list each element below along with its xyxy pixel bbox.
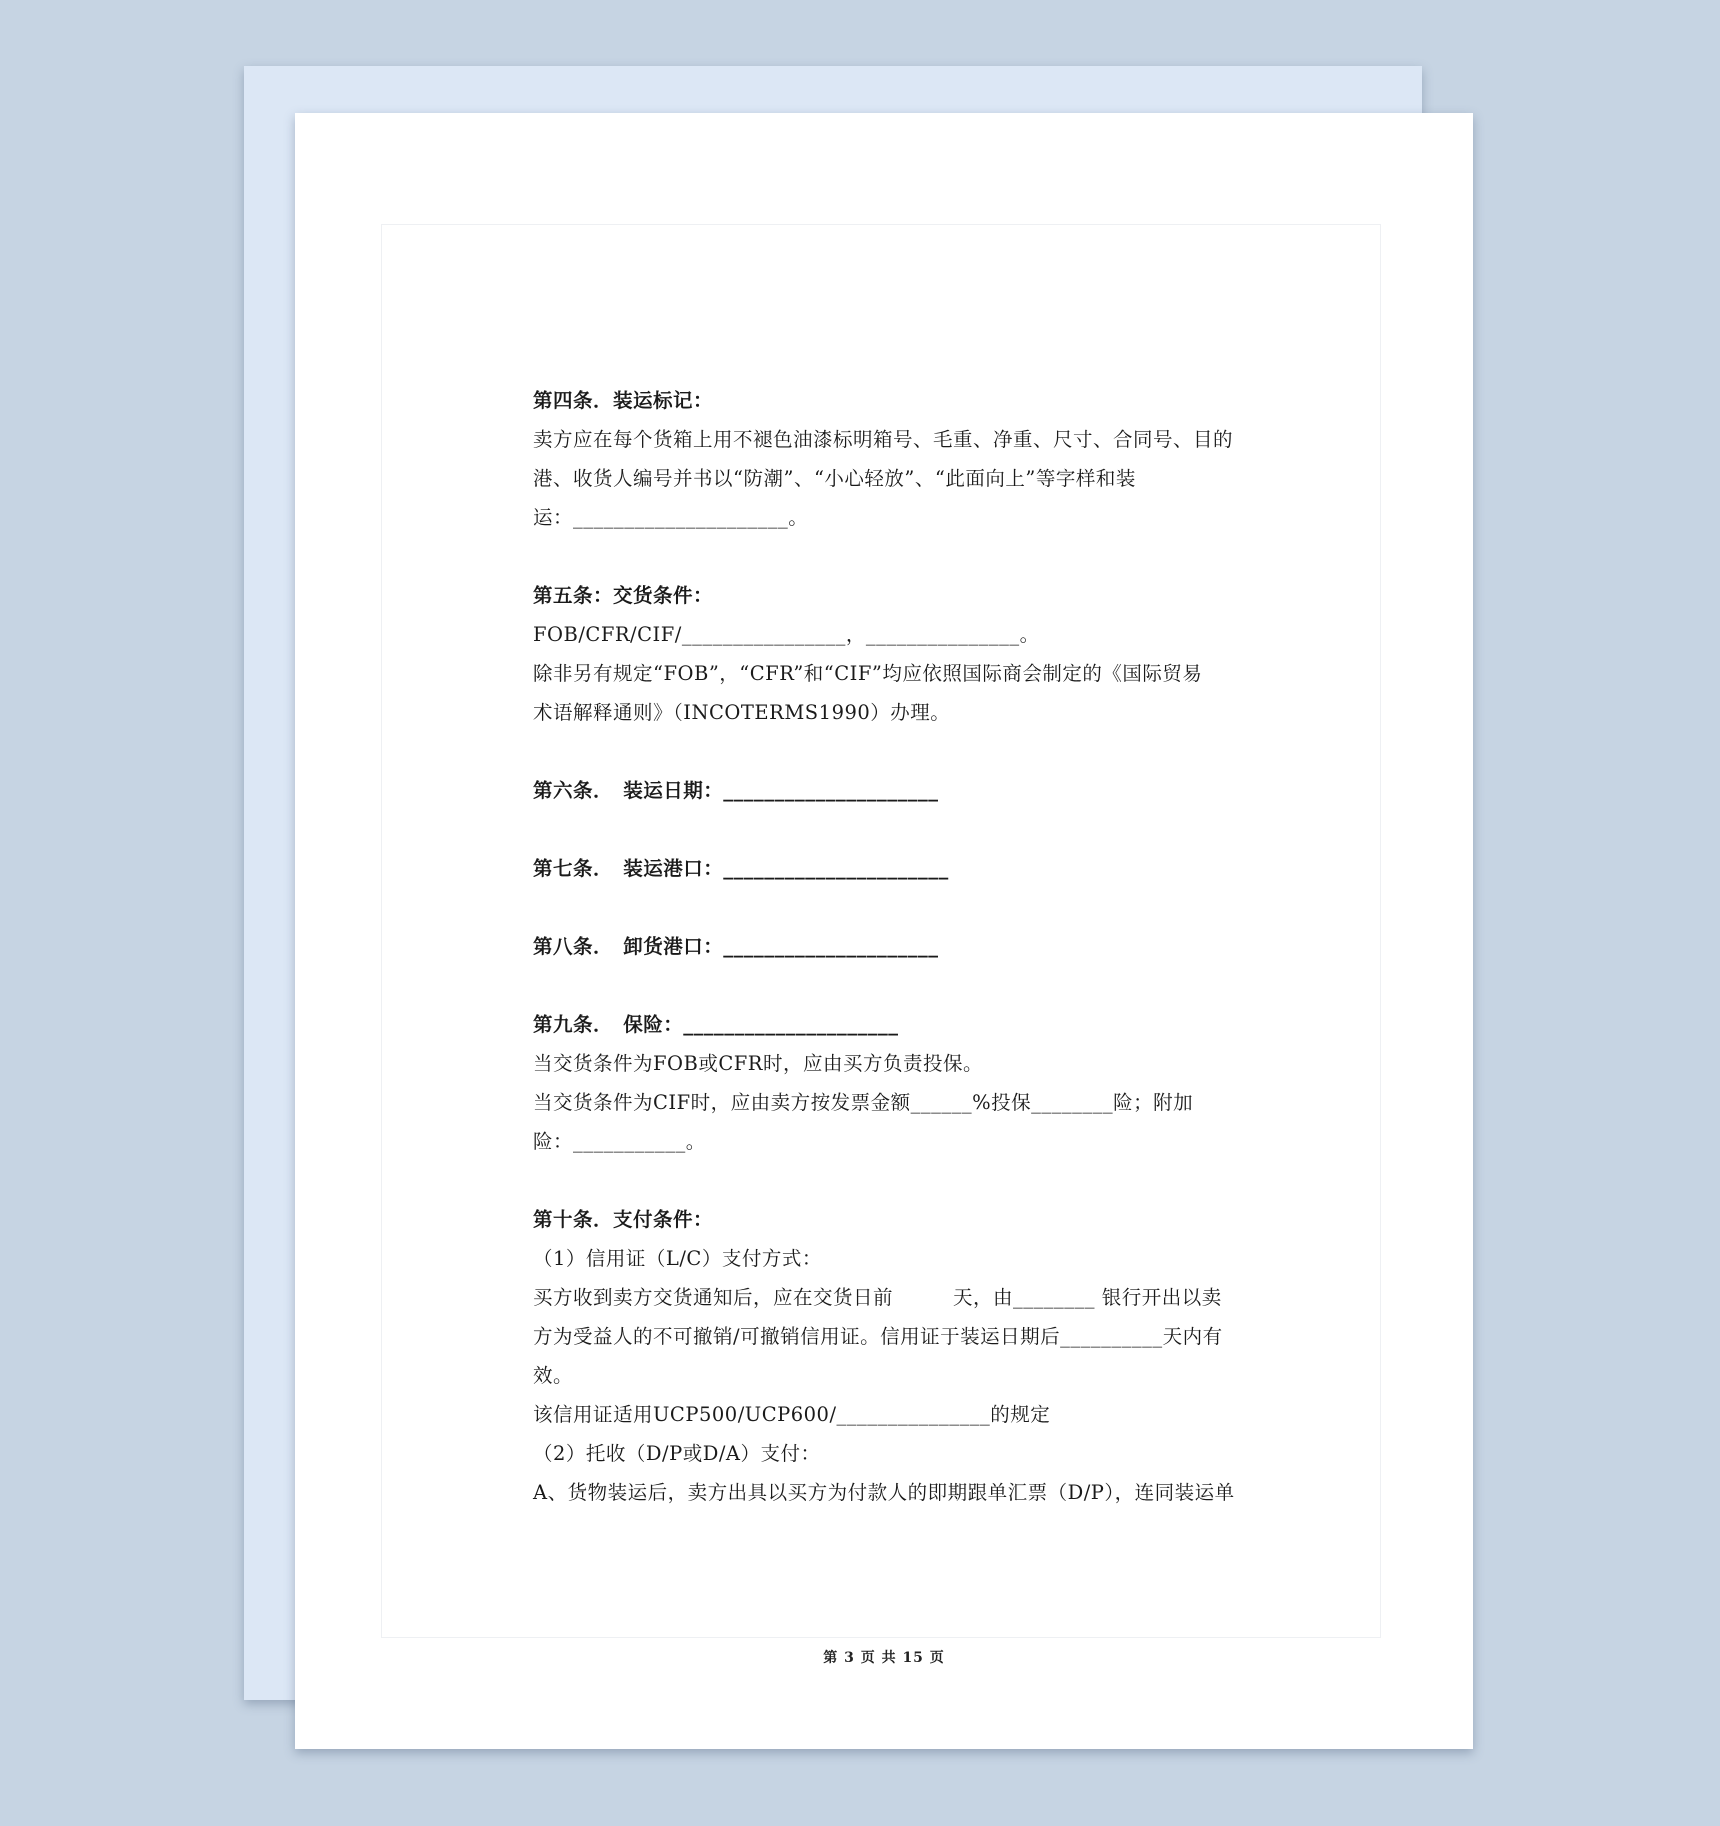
page-number-footer: 第 3 页 共 15 页 xyxy=(823,1650,945,1666)
section-heading: 第七条． 装运港口：______________________ xyxy=(533,857,949,880)
section-line: 方为受益人的不可撤销/可撤销信用证。信用证于装运日期后__________天内有 xyxy=(533,1325,1223,1348)
section-line: 港、收货人编号并书以“防潮”、“小心轻放”、“此面向上”等字样和装 xyxy=(533,467,1136,490)
section-heading: 第五条：交货条件： xyxy=(533,584,714,607)
section-line: 当交货条件为CIF时，应由卖方按发票金额______%投保________险；附加 xyxy=(533,1091,1194,1114)
page-content xyxy=(533,381,1243,1512)
section-line: FOB/CFR/CIF/________________，_______________。 xyxy=(533,623,1040,646)
section-heading: 第六条． 装运日期：_____________________ xyxy=(533,779,939,802)
section-heading: 第八条． 卸货港口：_____________________ xyxy=(533,935,939,958)
section-line: （2）托收（D/P或D/A）支付： xyxy=(533,1442,821,1465)
section-heading: 第十条．支付条件： xyxy=(533,1208,714,1231)
section-line: 除非另有规定“FOB”，“CFR”和“CIF”均应依照国际商会制定的《国际贸易 xyxy=(533,662,1203,685)
section-line: A、货物装运后，卖方出具以买方为付款人的即期跟单汇票（D/P），连同装运单 xyxy=(533,1481,1235,1504)
section-line: 运：_____________________。 xyxy=(533,506,809,529)
section-heading: 第九条． 保险：_____________________ xyxy=(533,1013,899,1036)
section-line: （1）信用证（L/C）支付方式： xyxy=(533,1247,822,1270)
section-heading: 第四条．装运标记： xyxy=(533,389,714,412)
document-page xyxy=(295,113,1473,1749)
section-line: 效。 xyxy=(533,1364,574,1387)
section-line: 当交货条件为FOB或CFR时，应由买方负责投保。 xyxy=(533,1052,983,1075)
section-line: 险：___________。 xyxy=(533,1130,706,1153)
section-line: 术语解释通则》（INCOTERMS1990）办理。 xyxy=(533,701,951,724)
section-line: 该信用证适用UCP500/UCP600/_______________的规定 xyxy=(533,1403,1051,1426)
section-line: 买方收到卖方交货通知后，应在交货日前 天，由________ 银行开出以卖 xyxy=(533,1286,1222,1309)
section-line: 卖方应在每个货箱上用不褪色油漆标明箱号、毛重、净重、尺寸、合同号、目的 xyxy=(533,428,1234,451)
